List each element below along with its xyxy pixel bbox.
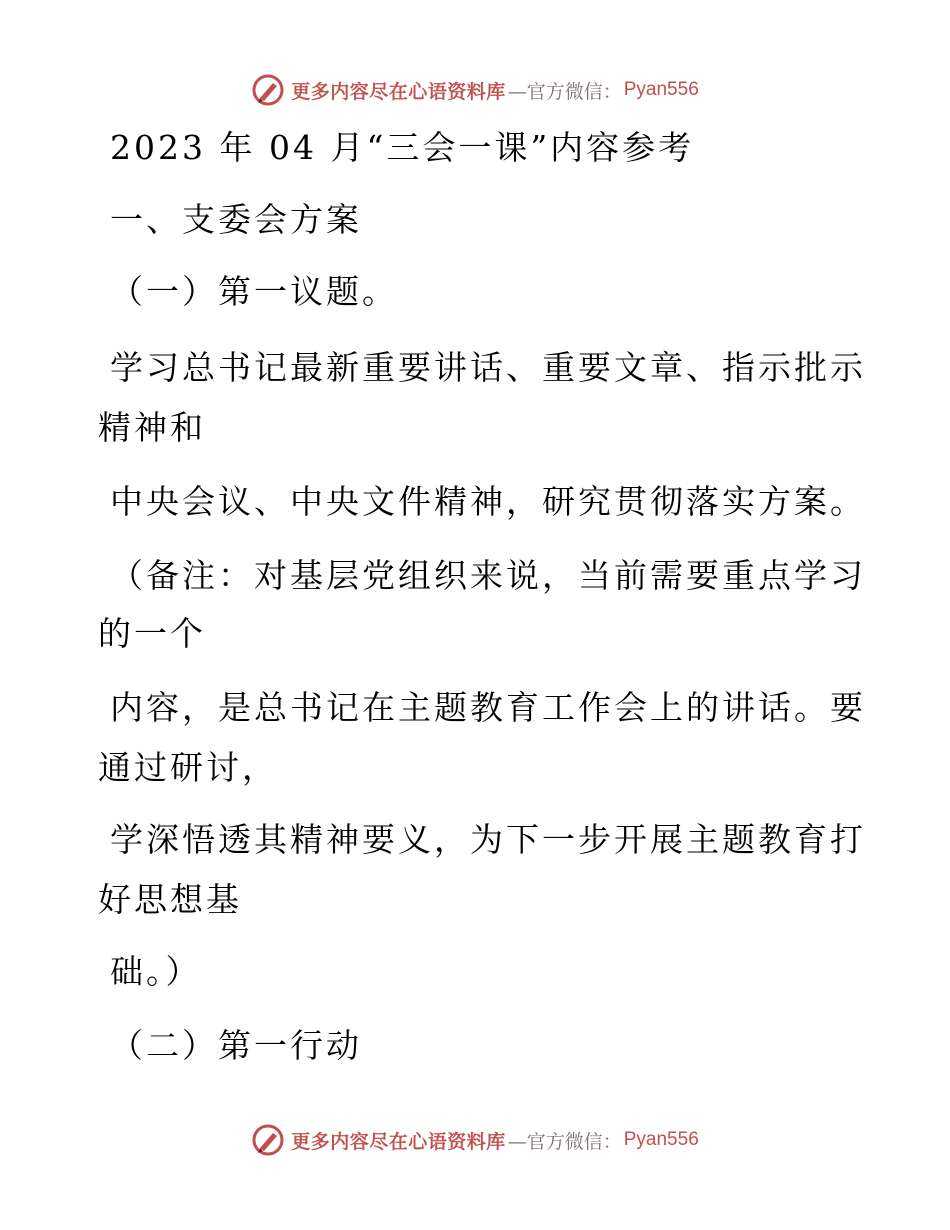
- watermark-separator: —官方微信：: [507, 80, 622, 103]
- paragraph-line: 中央会议、中央文件精神，研究贯彻落实方案。: [110, 482, 866, 521]
- watermark-banner-top: [0, 70, 950, 110]
- watermark-separator: —官方微信：: [507, 1130, 622, 1153]
- paragraph-line: 通过研讨，: [98, 748, 278, 787]
- paragraph-line: 学深悟透其精神要义，为下一步开展主题教育打: [110, 820, 866, 859]
- section-heading: 一、支委会方案: [110, 200, 362, 239]
- paragraph-line: （备注：对基层党组织来说，当前需要重点学习: [110, 556, 866, 595]
- paragraph-line: 的一个: [98, 614, 206, 653]
- document-title: 2023 年 04 月“三会一课”内容参考: [110, 128, 695, 167]
- paragraph-line: 础。）: [110, 952, 202, 991]
- paragraph-line: 精神和: [98, 408, 206, 447]
- paragraph-line: 好思想基: [98, 880, 242, 919]
- watermark-brand: 更多内容尽在心语资料库: [291, 1130, 506, 1153]
- watermark-wechat-id: Pyan556: [623, 79, 699, 100]
- watermark-brand: 更多内容尽在心语资料库: [291, 80, 506, 103]
- watermark-wechat-id: Pyan556: [623, 1129, 699, 1150]
- subsection-heading: （一）第一议题。: [110, 272, 398, 311]
- paragraph-line: 学习总书记最新重要讲话、重要文章、指示批示: [110, 348, 866, 387]
- watermark-banner-bottom: [0, 1120, 950, 1160]
- paragraph-line: 内容，是总书记在主题教育工作会上的讲话。要: [110, 688, 866, 727]
- pen-logo-icon: [251, 73, 285, 107]
- subsection-heading: （二）第一行动: [110, 1026, 362, 1065]
- pen-logo-icon: [251, 1123, 285, 1157]
